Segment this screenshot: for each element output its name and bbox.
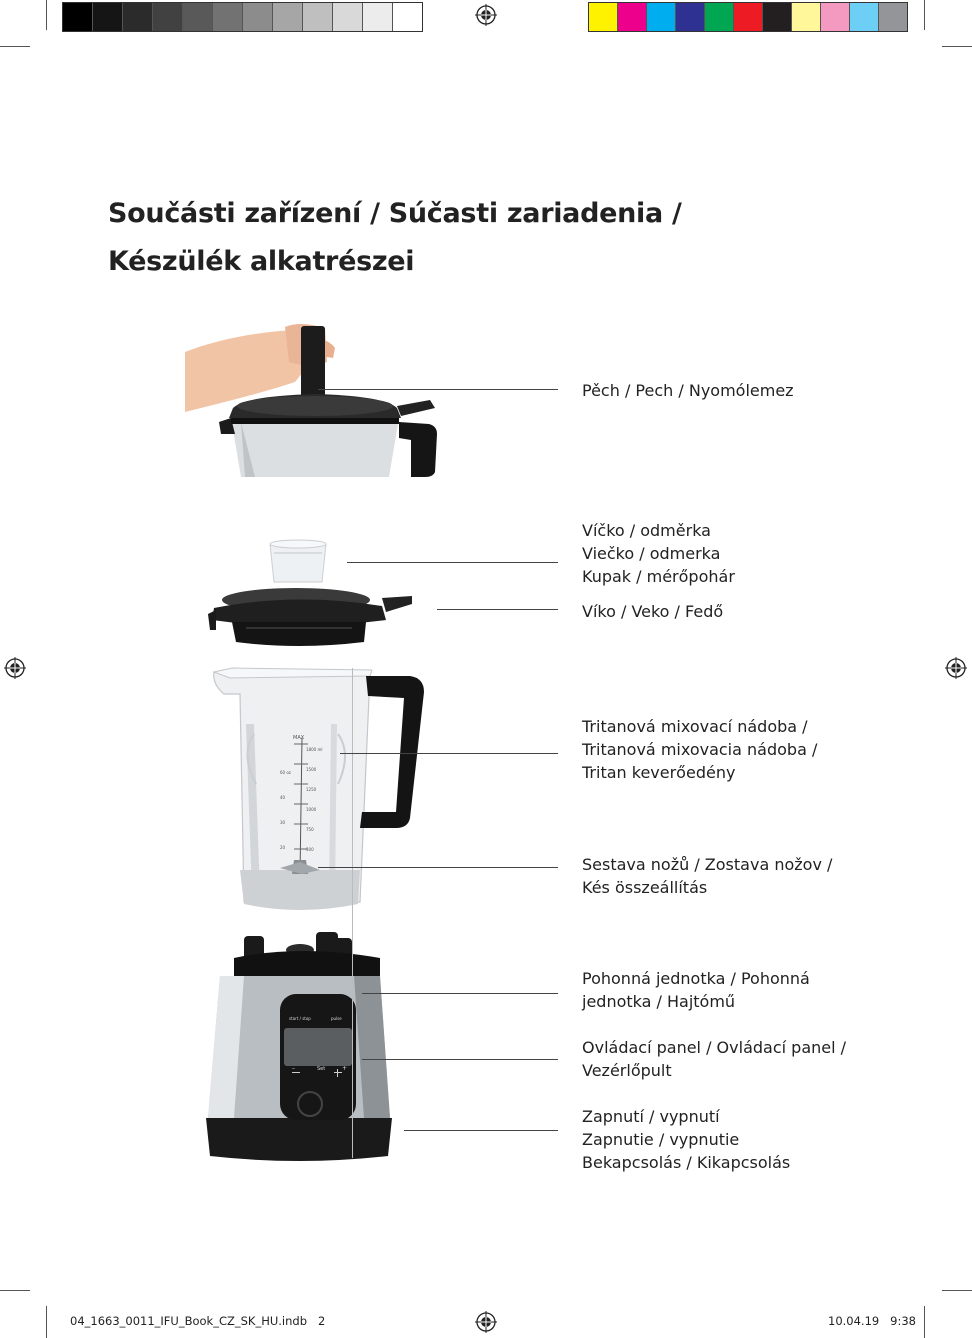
color-swatch — [850, 3, 879, 31]
crop-mark — [942, 46, 972, 47]
tamper-in-use-illustration — [185, 322, 440, 477]
part-label-line: Zapnutí / vypnutí — [582, 1107, 720, 1126]
page-title — [108, 190, 682, 286]
part-label-line: Víčko / odměrka — [582, 521, 711, 540]
leader-line-jug — [340, 753, 558, 754]
color-swatch — [676, 3, 705, 31]
page-title-line-2: Készülék alkatrészei — [108, 246, 415, 277]
part-label-blade-assembly — [582, 853, 832, 899]
part-label-lid — [582, 600, 723, 623]
jug-scale-oz-mark: 20 — [280, 845, 286, 850]
part-label-line: Tritan keverőedény — [582, 763, 736, 782]
part-label-motor-base — [582, 967, 810, 1013]
color-swatch — [63, 3, 93, 31]
crop-mark — [924, 1306, 925, 1338]
jug-scale-ml — [306, 740, 322, 860]
panel-plus-label: + — [342, 1065, 348, 1072]
leader-line-on-off — [404, 1130, 558, 1131]
part-label-line: Vezérlőpult — [582, 1061, 672, 1080]
part-label-line: Zapnutie / vypnutie — [582, 1130, 740, 1149]
leader-line-lid — [437, 609, 558, 610]
jug-scale-oz — [280, 760, 291, 860]
color-swatch — [153, 3, 183, 31]
color-swatch — [93, 3, 123, 31]
crop-mark — [924, 0, 925, 30]
panel-pulse-label: pulse — [331, 1016, 342, 1021]
jug-scale-mark: 750 — [306, 827, 314, 832]
registration-mark-icon — [4, 657, 26, 679]
color-swatch — [393, 3, 422, 31]
jug-scale-mark: 1000 — [306, 807, 317, 812]
part-label-line: Kés összeállítás — [582, 878, 708, 897]
panel-start-stop-label: start / stop — [289, 1016, 311, 1021]
footer-date: 10.04.19 9:38 — [828, 1314, 917, 1328]
part-label-line: Pěch / Pech / Nyomólemez — [582, 381, 794, 400]
jug-scale-mark: 1800 ml — [306, 747, 323, 752]
motor-base-illustration — [204, 928, 394, 1164]
leader-line-tamper — [318, 389, 558, 390]
part-label-line: Bekapcsolás / Kikapcsolás — [582, 1153, 791, 1172]
page-title-line-1: Součásti zařízení / Súčasti zariadenia / — [108, 198, 682, 229]
registration-mark-icon — [945, 657, 967, 679]
panel-set-label: Set — [317, 1066, 326, 1072]
registration-mark-icon — [475, 1311, 497, 1333]
leader-line-motor-base — [362, 993, 558, 994]
crop-mark — [0, 1290, 30, 1291]
color-swatch — [792, 3, 821, 31]
crop-mark — [942, 1290, 972, 1291]
jug-scale-mark: 1500 — [306, 767, 317, 772]
part-label-jug — [582, 715, 817, 784]
leader-line-blade-assembly — [318, 867, 558, 868]
part-label-line: Tritanová mixovacia nádoba / — [582, 740, 818, 759]
crop-mark — [46, 0, 47, 30]
part-label-control-panel — [582, 1036, 846, 1082]
color-swatch — [618, 3, 647, 31]
color-swatch — [303, 3, 333, 31]
jug-scale-oz-mark: 40 — [280, 795, 286, 800]
color-swatch — [243, 3, 273, 31]
color-swatch — [763, 3, 792, 31]
part-label-measuring-cup — [582, 519, 735, 588]
footer-file-info: 04_1663_0011_IFU_Book_CZ_SK_HU.indb 2 — [70, 1314, 326, 1328]
color-swatch — [879, 3, 907, 31]
color-swatch — [705, 3, 734, 31]
color-swatch — [183, 3, 213, 31]
part-label-line: Sestava nožů / Zostava nožov / — [582, 855, 833, 874]
color-swatch — [734, 3, 763, 31]
crop-mark — [0, 46, 30, 47]
color-swatch — [273, 3, 303, 31]
part-label-line: Viečko / odmerka — [582, 544, 721, 563]
leader-line-measuring-cup — [347, 562, 558, 563]
lid-illustration — [206, 586, 414, 652]
part-label-on-off — [582, 1105, 790, 1174]
grayscale-color-bar — [62, 2, 423, 32]
part-label-line: Kupak / mérőpohár — [582, 567, 735, 586]
part-label-line: jednotka / Hajtómű — [582, 992, 736, 1011]
part-label-tamper — [582, 379, 794, 402]
crop-mark — [46, 1306, 47, 1338]
jug-scale-oz-mark: 60 oz — [280, 770, 291, 775]
color-swatch — [333, 3, 363, 31]
color-swatch — [123, 3, 153, 31]
leader-line-control-panel — [362, 1059, 558, 1060]
process-color-bar — [588, 2, 908, 32]
part-label-line: Pohonná jednotka / Pohonná — [582, 969, 810, 988]
registration-mark-icon — [475, 4, 497, 26]
color-swatch — [589, 3, 618, 31]
color-swatch — [647, 3, 676, 31]
color-swatch — [363, 3, 393, 31]
part-label-line: Víko / Veko / Fedő — [582, 602, 724, 621]
panel-minus-label: – — [292, 1065, 295, 1072]
jug-scale-oz-mark: 30 — [280, 820, 286, 825]
alignment-guide-line — [352, 668, 353, 1158]
color-swatch — [213, 3, 243, 31]
jug-scale-max: MAX — [293, 735, 305, 741]
part-label-line: Tritanová mixovací nádoba / — [582, 717, 808, 736]
jug-scale-mark: 500 — [306, 847, 314, 852]
measuring-cup-illustration — [268, 538, 328, 584]
color-swatch — [821, 3, 850, 31]
jug-scale-mark: 1250 — [306, 787, 317, 792]
part-label-line: Ovládací panel / Ovládací panel / — [582, 1038, 847, 1057]
